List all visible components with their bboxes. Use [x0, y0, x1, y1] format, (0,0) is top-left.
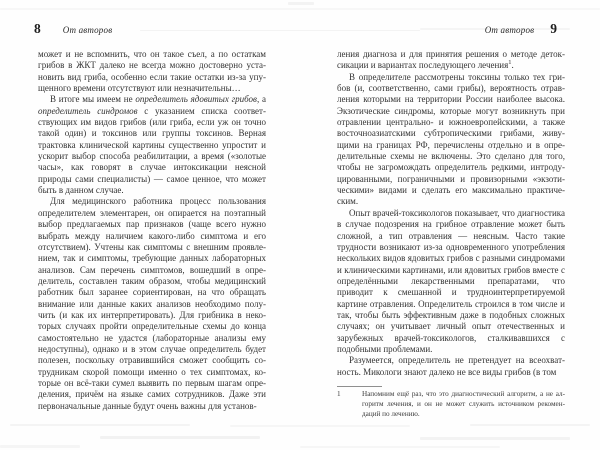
paragraph-segment: определитель ядовитых грибов — [135, 94, 257, 105]
paragraph — [38, 49, 266, 94]
footnote-reference: 1 — [508, 59, 512, 67]
footnote-text: Напомним ещё раз, что это диагностический алгоритм, а не алгоритм лечения, и он не может служить источником рекомендаций по лечению. — [362, 390, 565, 418]
left-page-header — [34, 21, 266, 37]
footnote-block — [337, 386, 565, 419]
paragraph — [337, 72, 565, 208]
paragraph-segment: с указанием списка соответствующих им видов грибов (или гриба, если уж он точно такой один) и токсинов или группы токсинов. Верная трактовка клинической картины существенно упростит и ускорит выбор способа реабилитации, а время («золотые часы», как говорят в случае интоксикации неясной природы сами специалисты) — самое ценное, что может быть в данном случае. — [38, 105, 266, 196]
paragraph-segment: Для медицинского работника процесс пользования определителем элементарен, он опирается на поэтапный выбор предлагаемых пар признаков (чаще всего нужно выбрать между наличием какого-либо симптома и его отсутствием). Учтены как симптомы с внешним проявлением, так и симптомы, требующие данных лабораторных анализов. Сам перечень симптомов, вошедший в определитель, составлен таким образом, чтобы медицинский работник был заранее сориентирован, на что обращать внимание или данные каких анализов необходимо получить (и как их интерпретировать). Для грибника в некоторых случаях пройти определительные схемы до конца самостоятельно не удастся (лабораторные анализы ему недоступны), однако и в этом случае определитель будет полезен, поскольку отравившийся сможет сообщить сотрудникам скорой помощи именно о тех симптомах, которые он всё-таки сумел выявить по первым шагам определения, причём на языке самих сотрудников. Даже эти первоначальные данные будут очень важны для установ- — [38, 196, 266, 411]
paragraph-segment: ления диагноза и для принятия решения о методе детоксикации и вариантах последующего лечения — [337, 49, 565, 71]
paragraph-segment: . — [511, 60, 514, 71]
right-running-title: От авторов — [484, 25, 535, 35]
paragraph — [337, 208, 565, 355]
paragraph — [337, 49, 565, 72]
footnote — [337, 390, 565, 419]
paragraph-segment: Разумеется, определитель не претендует на всеохватность. Микологи знают далеко не все виды грибов (в том — [337, 355, 565, 377]
paragraph — [337, 355, 565, 378]
paragraph-segment: В итоге мы имеем не — [50, 94, 136, 105]
left-page[interactable] — [34, 0, 267, 450]
footnote-number: 1 — [337, 390, 341, 398]
right-page-number: 9 — [550, 21, 557, 36]
paragraph-segment: В определителе рассмотрены токсины только тех грибов (и, соответственно, сами грибы), вероятность отравления которыми на территории России наиболее высока. Экзотические синдромы, которые могут возникнуть при отравлении центрально- и южноевропейскими, а также восточноазиатскими субтропическими грибами, живущими на границах РФ, перечислены отдельно и в определительные схемы не включены. Это сделано для того, чтобы не загромождать определитель редкими, интродуцированными, пограничными и провизорными «экзотическими» видами и сделать его максимально практическим. — [337, 71, 565, 207]
left-page-number: 8 — [34, 21, 41, 36]
left-running-title: От авторов — [62, 25, 113, 35]
right-page-body — [337, 49, 565, 378]
paragraph-segment: может и не вспомнить, что он такое съел, а по остаткам грибов в ЖКТ далеко не всегда можно достоверно установить вид гриба, особенно если такие остатки из-за упущенного времени отсутствуют или незначительны… — [38, 49, 266, 94]
left-page-body — [38, 49, 266, 412]
footnote-rule — [337, 386, 382, 387]
right-page[interactable] — [337, 0, 565, 450]
paragraph-segment: Опыт врачей-токсикологов показывает, что диагностика в случае подозрения на грибное отравление может быть сложной, а тип отравления — неясным. Часто такие трудности возникают из-за одновременного употребления нескольких видов ядовитых грибов с разными синдромами и клиническими картинами, или ядовитых грибов вместе с определёнными лекарственными препаратами, что приводит к смешанной и трудноинтерпретируемой картине отравления. Определитель строился в том числе и так, чтобы быть эффективным даже в подобных сложных случаях; он учитывает личный опыт отечественных и зарубежных врачей-токсикологов, сталкивавшихся с подобными проблемами. — [337, 207, 565, 354]
page-edge-line — [288, 2, 314, 5]
paragraph-segment: определитель синдромов — [38, 105, 138, 116]
paragraph-segment: , а — [256, 94, 267, 105]
right-page-header — [337, 21, 565, 37]
paragraph — [38, 94, 266, 196]
paragraph — [38, 196, 266, 412]
